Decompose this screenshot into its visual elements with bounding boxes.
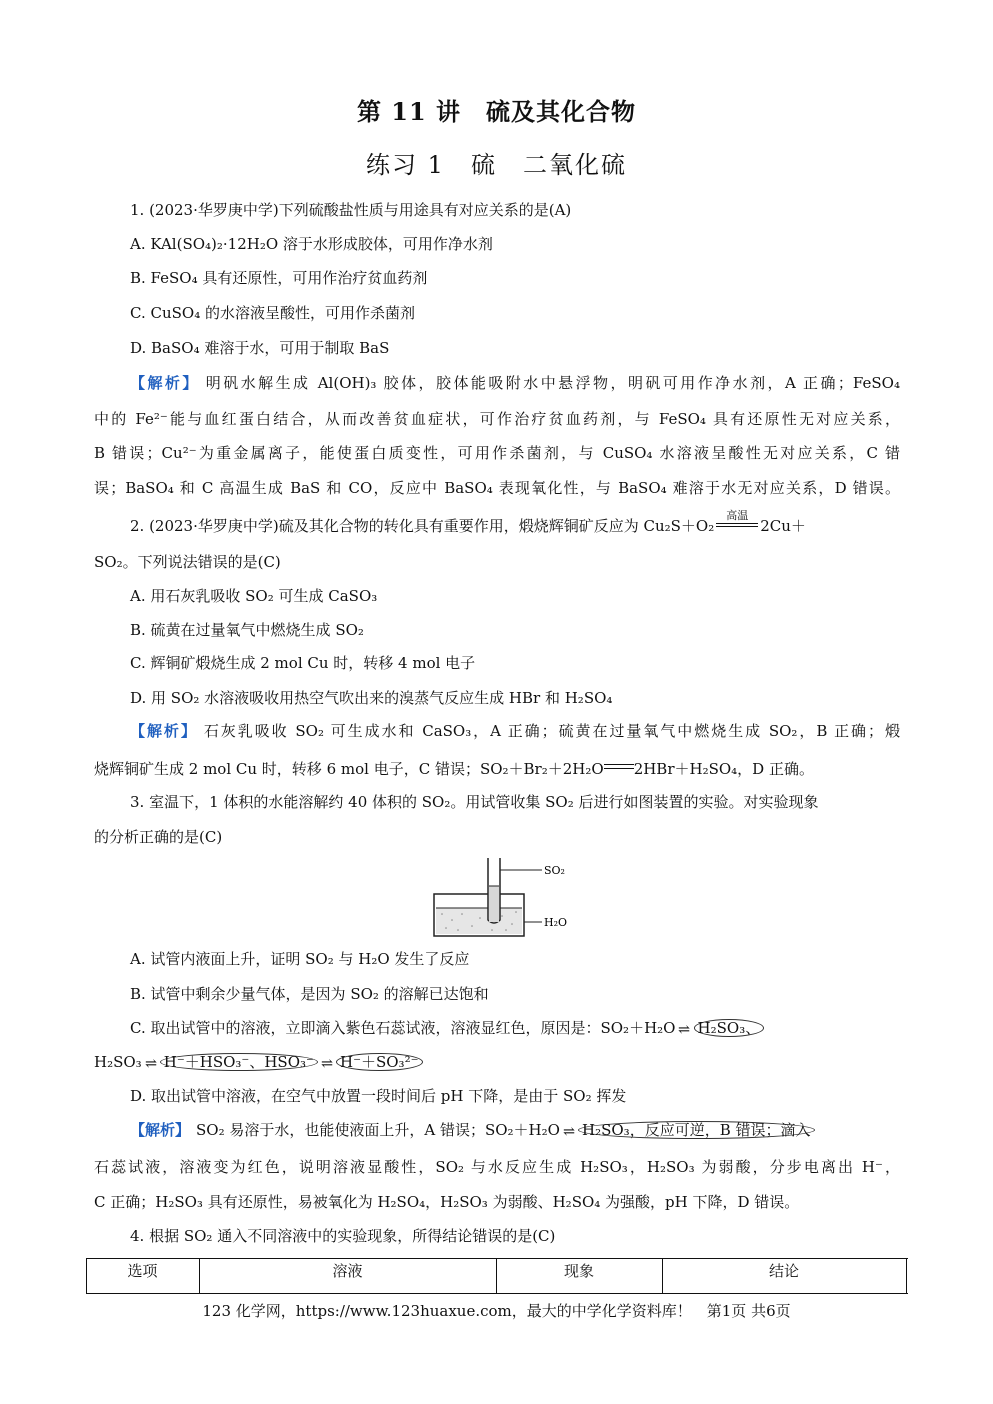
q1-analysis-line-1	[130, 373, 900, 393]
reversible-arrow: ⇌	[320, 1054, 333, 1072]
q3-stem-line-1: 3. 室温下，1 体积的水能溶解约 40 体积的 SO₂。用试管收集 SO₂ 后进行如图装置的实验。对实验现象	[130, 793, 819, 811]
q2-analysis-text-2a: 烧辉铜矿生成 2 mol Cu 时，转移 6 mol 电子，C 错误；SO₂＋Br₂＋2H₂O	[94, 760, 604, 778]
q3-option-c-product: H₂SO₃、	[694, 1019, 765, 1037]
q3-option-a: A. 试管内液面上升，证明 SO₂ 与 H₂O 发生了反应	[130, 950, 470, 968]
fig-so2-label: SO₂	[544, 864, 565, 877]
q1-stem: 1. (2023·华罗庚中学)下列硫酸盐性质与用途具有对应关系的是(A)	[130, 201, 572, 219]
q2-option-d: D. 用 SO₂ 水溶液吸收用热空气吹出来的溴蒸气反应生成 HBr 和 H₂SO₄	[130, 689, 613, 707]
q2-stem-text: 2. (2023·华罗庚中学)硫及其化合物的转化具有重要作用，煅烧辉铜矿反应为 Cu₂S＋O₂	[130, 517, 715, 535]
apparatus-drawing	[430, 856, 580, 938]
q3-option-c-line-2	[94, 1052, 900, 1073]
q3-option-b: B. 试管中剩余少量气体，是因为 SO₂ 的溶解已达饱和	[130, 985, 489, 1003]
col-header-option: 选项	[127, 1262, 158, 1280]
condition-label: 高温	[726, 509, 749, 522]
reversible-arrow: ⇌	[678, 1020, 691, 1038]
reversible-arrow: ⇌	[562, 1122, 576, 1140]
q1-option-d: D. BaSO₄ 难溶于水，可用于制取 BaS	[130, 339, 390, 357]
q1-analysis-line-2: 中的 Fe²⁻能与血红蛋白结合，从而改善贫血症状，可作治疗贫血药剂，与 FeSO₄ 具有还原性无对应关系，	[94, 410, 900, 428]
q1-analysis-line-3: B 错误；Cu²⁻为重金属离子，能使蛋白质变性，可用作杀菌剂，与 CuSO₄ 水溶液呈酸性无对应关系，C 错	[94, 444, 900, 462]
col-header-conclusion: 结论	[768, 1262, 799, 1280]
q2-stem-products: 2Cu＋	[760, 517, 806, 535]
q1-option-a: A. KAl(SO₄)₂·12H₂O 溶于水形成胶体，可用作净水剂	[130, 235, 493, 253]
analysis-tag: 【解析】	[130, 1121, 191, 1139]
q3-c2-a: H₂SO₃	[94, 1053, 142, 1071]
q3-analysis-text-1b: H₂SO₃，反应可逆，B 错误；滴入	[578, 1121, 814, 1139]
q3-stem-line-2: 的分析正确的是(C)	[94, 828, 223, 846]
exercise-title: 练习 1 硫 二氧化硫	[366, 151, 627, 179]
q3-c2-c: H⁻＋SO₃²⁻	[336, 1053, 423, 1071]
fig-h2o-label: H₂O	[544, 916, 568, 929]
q2-stem-line-1	[130, 509, 900, 536]
q4-stem: 4. 根据 SO₂ 通入不同溶液中的实验现象，所得结论错误的是(C)	[130, 1227, 556, 1245]
q3-option-c-text: C. 取出试管中的溶液，立即滴入紫色石蕊试液，溶液显红色，原因是：SO₂＋H₂O	[130, 1019, 676, 1037]
q1-analysis-text-1: 明矾水解生成 Al(OH)₃ 胶体，胶体能吸附水中悬浮物，明矾可用作净水剂，A 正确；FeSO₄	[205, 374, 900, 392]
q3-analysis-line-1	[130, 1120, 900, 1141]
q2-analysis-line-1	[130, 721, 900, 741]
q1-option-b: B. FeSO₄ 具有还原性，可用作治疗贫血药剂	[130, 269, 428, 287]
q3-option-d: D. 取出试管中溶液，在空气中放置一段时间后 pH 下降，是由于 SO₂ 挥发	[130, 1087, 627, 1105]
q4-table-header	[86, 1258, 908, 1294]
q2-analysis-line-2	[94, 759, 900, 779]
q2-option-b: B. 硫黄在过量氧气中燃烧生成 SO₂	[130, 621, 364, 639]
page-footer: 123 化学网，https://www.123huaxue.com，最大的中学化学资料库！ 第1页 共6页	[202, 1302, 791, 1320]
q3-c2-b: H⁻＋HSO₃⁻、HSO₃⁻	[160, 1053, 318, 1071]
reaction-condition-arrow	[716, 509, 758, 533]
q1-option-c: C. CuSO₄ 的水溶液呈酸性，可用作杀菌剂	[130, 304, 415, 322]
experiment-apparatus-figure	[430, 856, 580, 938]
analysis-tag: 【解析】	[130, 374, 200, 392]
q3-option-c-line-1	[130, 1018, 900, 1039]
q1-analysis-line-4: 误；BaSO₄ 和 C 高温生成 BaS 和 CO，反应中 BaSO₄ 表现氧化性，与 BaSO₄ 难溶于水无对应关系，D 错误。	[94, 479, 900, 497]
reversible-arrow: ⇌	[144, 1054, 157, 1072]
equals-sign	[604, 761, 634, 773]
q2-option-a: A. 用石灰乳吸收 SO₂ 可生成 CaSO₃	[130, 587, 378, 605]
q2-analysis-text-1: 石灰乳吸收 SO₂ 可生成水和 CaSO₃，A 正确；硫黄在过量氧气中燃烧生成 SO₂，B 正确；煅	[203, 722, 900, 740]
analysis-tag: 【解析】	[130, 722, 198, 740]
col-header-phenomenon: 现象	[563, 1262, 594, 1280]
q2-stem-line-2: SO₂。下列说法错误的是(C)	[94, 553, 281, 571]
q3-analysis-text-1a: SO₂ 易溶于水，也能使液面上升，A 错误；SO₂＋H₂O	[196, 1121, 560, 1139]
col-header-solution: 溶液	[332, 1262, 363, 1280]
lecture-title: 第 11 讲 硫及其化合物	[356, 97, 637, 126]
q3-analysis-line-2: 石蕊试液，溶液变为红色，说明溶液显酸性，SO₂ 与水反应生成 H₂SO₃，H₂SO₃ 为弱酸，分步电离出 H⁻，	[94, 1158, 900, 1176]
q3-analysis-line-3: C 正确；H₂SO₃ 具有还原性，易被氧化为 H₂SO₄，H₂SO₃ 为弱酸、H₂SO₄ 为强酸，pH 下降，D 错误。	[94, 1193, 800, 1211]
q2-analysis-text-2b: 2HBr＋H₂SO₄，D 正确。	[633, 760, 814, 778]
q2-option-c: C. 辉铜矿煅烧生成 2 mol Cu 时，转移 4 mol 电子	[130, 654, 476, 672]
